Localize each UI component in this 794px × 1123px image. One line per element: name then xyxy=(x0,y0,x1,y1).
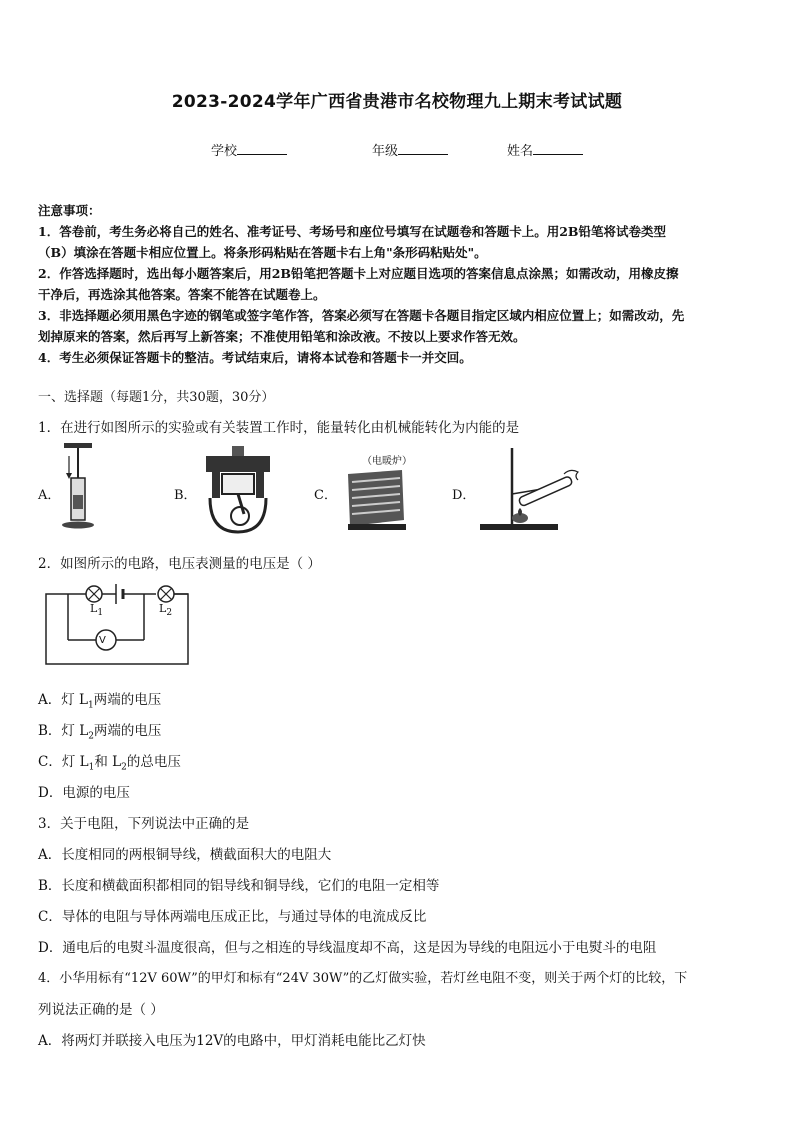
q2-option-b-post: 两端的电压 xyxy=(93,723,162,739)
fire-syringe-figure xyxy=(58,440,100,532)
q2-option-a-post: 两端的电压 xyxy=(93,692,162,708)
l1-label xyxy=(90,602,103,618)
q4-option-a[interactable]: A．将两灯并联接入电压为12V的电路中，甲灯消耗电能比乙灯快 xyxy=(38,1033,426,1049)
school-label: 学校 xyxy=(211,144,238,159)
notes-block xyxy=(38,200,760,368)
q1-option-c-label: C． xyxy=(314,488,337,503)
notes-line: （B）填涂在答题卡相应位置上。将条形码粘贴在答题卡右上角"条形码粘贴处"。 xyxy=(38,245,487,260)
q2-option-c-sub2: 2 xyxy=(121,762,127,773)
school-blank[interactable] xyxy=(237,141,287,155)
section-heading: 一、选择题（每题1分，共30题，30分） xyxy=(38,390,275,405)
q2-option-b-pre: B．灯 L xyxy=(38,723,89,739)
q2-option-c[interactable] xyxy=(38,750,181,773)
q1-option-d-label: D． xyxy=(452,488,476,503)
notes-line: 干净后，再选涂其他答案。答案不能答在试题卷上。 xyxy=(38,287,326,302)
school-field xyxy=(211,140,287,159)
q2-option-c-post: 的总电压 xyxy=(126,754,181,770)
circuit-diagram xyxy=(44,580,194,672)
voltmeter-label: V xyxy=(99,635,106,646)
q1-option-a-label: A． xyxy=(38,488,61,503)
q3-option-a[interactable]: A．长度相同的两根铜导线，横截面积大的电阻大 xyxy=(38,847,332,863)
q2-option-a-sub: 1 xyxy=(88,700,94,711)
q1-option-b-label: B． xyxy=(174,488,197,503)
q2-option-a-pre: A．灯 L xyxy=(38,692,89,708)
engine-figure xyxy=(198,444,278,536)
name-label: 姓名 xyxy=(507,144,534,159)
test-tube-figure xyxy=(478,444,588,536)
l1-letter: L xyxy=(90,602,98,615)
l2-letter: L xyxy=(159,602,167,615)
q3-option-d[interactable]: D．通电后的电熨斗温度很高，但与之相连的导线温度却不高，这是因为导线的电阻远小于电熨斗的电阻 xyxy=(38,940,657,956)
heater-label: （电暖炉） xyxy=(362,456,412,467)
q2-option-c-sub1: 1 xyxy=(88,762,95,773)
grade-field xyxy=(372,140,448,159)
q3-option-b[interactable]: B．长度和横截面积都相同的铝导线和铜导线，它们的电阻一定相等 xyxy=(38,878,440,894)
question-4-stem-line2: 列说法正确的是（ ） xyxy=(38,1002,164,1018)
grade-blank[interactable] xyxy=(398,141,448,155)
q2-option-c-mid: 和 L xyxy=(94,754,122,770)
q2-option-b[interactable] xyxy=(38,719,161,742)
notes-line: 划掉原来的答案，然后再写上新答案；不准使用铅笔和涂改液。不按以上要求作答无效。 xyxy=(38,329,526,344)
l2-label xyxy=(159,602,172,618)
q2-option-c-pre: C．灯 L xyxy=(38,754,89,770)
grade-label: 年级 xyxy=(372,144,399,159)
name-blank[interactable] xyxy=(533,141,583,155)
notes-line: 4．考生必须保证答题卡的整洁。考试结束后，请将本试卷和答题卡一并交回。 xyxy=(38,350,472,365)
notes-heading: 注意事项： xyxy=(38,203,101,218)
notes-line: 3．非选择题必须用黑色字迹的钢笔或签字笔作答，答案必须写在答题卡各题目指定区域内相应位置上；如需改动，先 xyxy=(38,308,685,323)
name-field xyxy=(507,140,583,159)
l2-subscript: 2 xyxy=(166,608,173,619)
question-1-stem: 1．在进行如图所示的实验或有关装置工作时，能量转化由机械能转化为内能的是 xyxy=(38,420,520,436)
notes-line: 2．作答选择题时，选出每小题答案后，用2B铅笔把答题卡上对应题目选项的答案信息点涂黑；如需改动，用橡皮擦 xyxy=(38,266,679,281)
q2-option-d[interactable]: D．电源的电压 xyxy=(38,785,130,801)
q2-option-a[interactable] xyxy=(38,688,161,711)
q3-option-c[interactable]: C．导体的电阻与导体两端电压成正比，与通过导体的电流成反比 xyxy=(38,909,427,925)
page-title: 2023-2024学年广西省贵港市名校物理九上期末考试试题 xyxy=(171,92,623,112)
q2-option-b-sub: 2 xyxy=(88,731,94,742)
question-3-stem: 3．关于电阻，下列说法中正确的是 xyxy=(38,816,250,832)
question-4-stem-line1: 4．小华用标有“12V 60W”的甲灯和标有“24V 30W”的乙灯做实验，若灯丝电阻不变，则关于两个灯的比较，下 xyxy=(38,971,688,986)
l1-subscript: 1 xyxy=(97,608,104,619)
notes-line: 1．答卷前，考生务必将自己的姓名、准考证号、考场号和座位号填写在试题卷和答题卡上。用2B铅笔将试卷类型 xyxy=(38,224,666,239)
electric-heater-figure xyxy=(342,468,408,534)
question-2-stem: 2．如图所示的电路，电压表测量的电压是（ ） xyxy=(38,556,321,572)
